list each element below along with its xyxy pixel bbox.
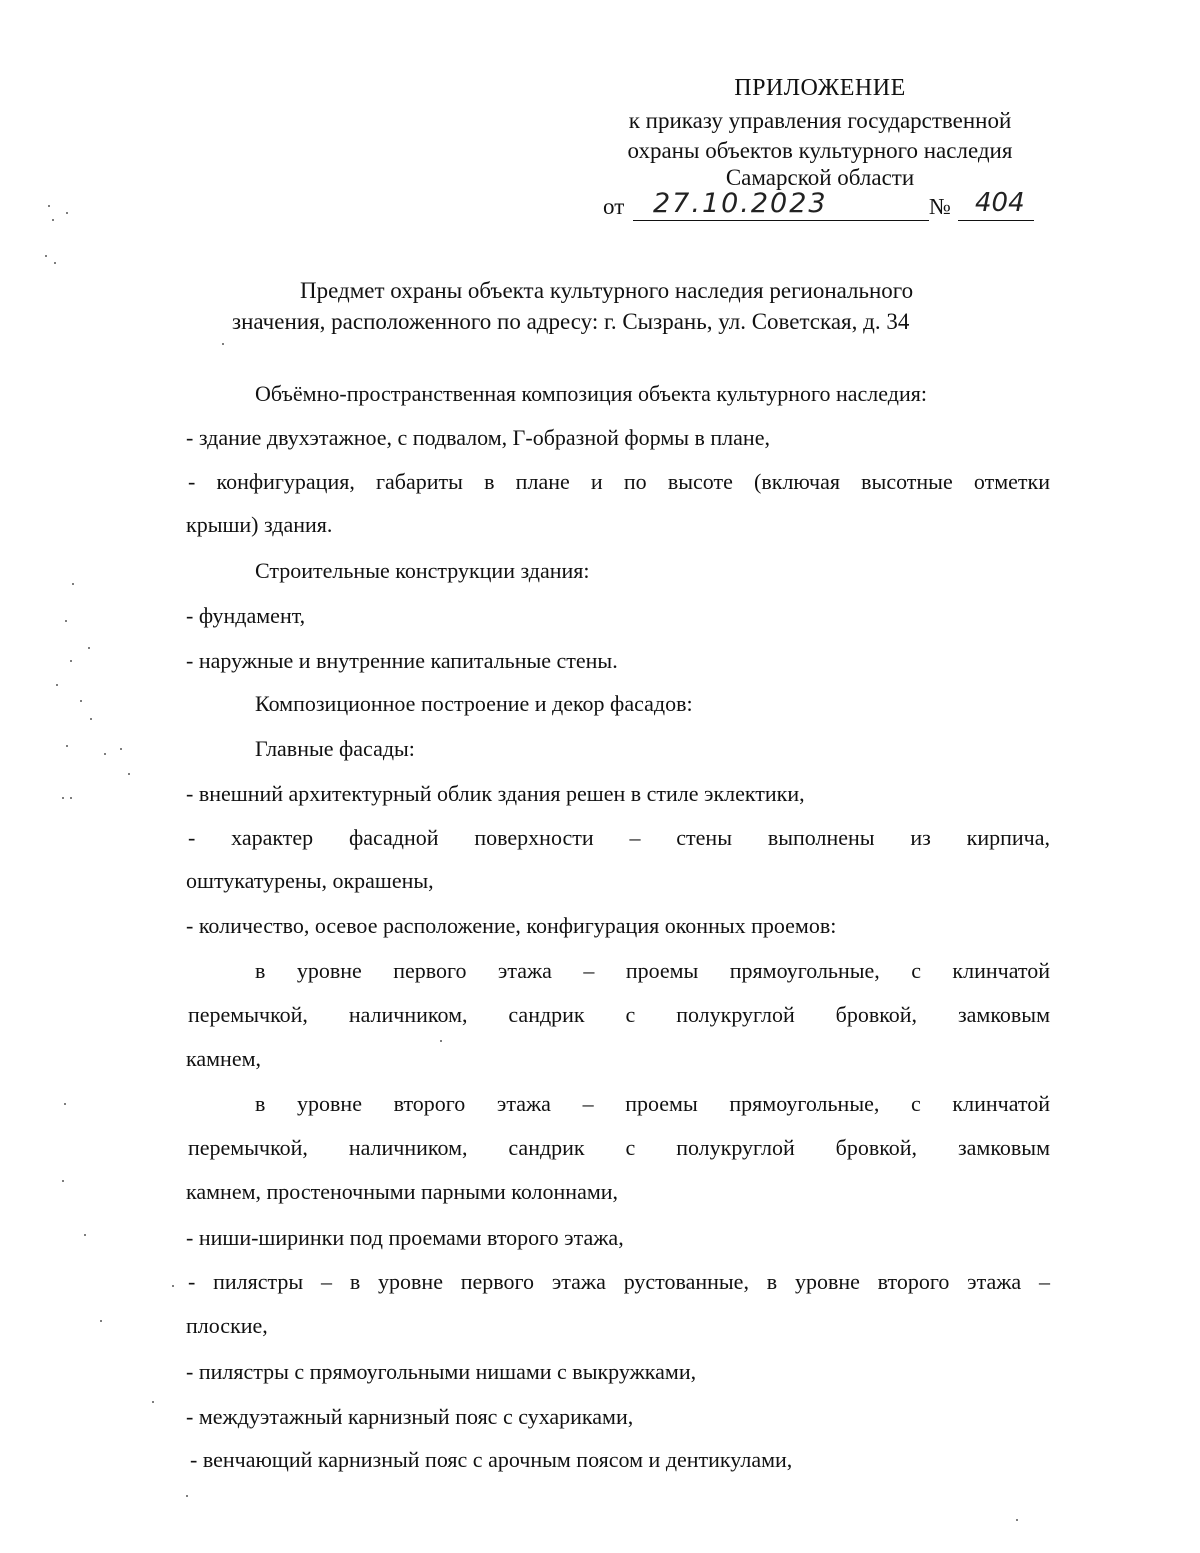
- list-item-continuation: камнем,: [186, 1046, 262, 1071]
- scan-speck: [70, 797, 72, 799]
- date-underline: [633, 220, 929, 221]
- section-heading-composition: Объёмно-пространственная композиция объекта культурного наследия:: [255, 381, 927, 406]
- list-item: - конфигурация, габариты в плане и по высоте (включая высотные отметки: [188, 469, 1050, 494]
- list-item-continuation: крыши) здания.: [186, 512, 333, 537]
- scan-speck: [100, 1320, 102, 1322]
- scan-speck: [54, 262, 56, 264]
- number-label: №: [929, 194, 951, 219]
- scan-speck: [45, 255, 47, 257]
- header-line-2: охраны объектов культурного наследия: [627, 138, 1013, 163]
- handwritten-date: 27.10.2023: [653, 188, 828, 219]
- list-item-continuation: камнем, простеночными парными колоннами,: [186, 1179, 619, 1204]
- scan-speck: [88, 647, 90, 649]
- list-item-continuation: плоские,: [186, 1313, 268, 1338]
- section-heading-structures: Строительные конструкции здания:: [255, 558, 590, 583]
- scan-speck: [64, 1103, 66, 1105]
- list-item-continuation: перемычкой, наличником, сандрик с полукруглой бровкой, замковым: [188, 1002, 1050, 1027]
- scan-speck: [80, 700, 82, 702]
- list-item-continuation: оштукатурены, окрашены,: [186, 868, 434, 893]
- list-item: - пилястры – в уровне первого этажа рустованные, в уровне второго этажа –: [188, 1269, 1050, 1294]
- scan-speck: [440, 1040, 442, 1042]
- scan-speck: [62, 797, 64, 799]
- subject-line-1: Предмет охраны объекта культурного наследия регионального: [300, 278, 914, 303]
- header-line-1: к приказу управления государственной: [628, 108, 1012, 133]
- scan-speck: [120, 748, 122, 750]
- subsection-heading-main-facades: Главные фасады:: [255, 736, 415, 761]
- scan-speck: [65, 620, 67, 622]
- list-item: - наружные и внутренние капитальные стены.: [186, 648, 618, 673]
- appendix-title: ПРИЛОЖЕНИЕ: [734, 75, 906, 101]
- list-item: в уровне первого этажа – проемы прямоугольные, с клинчатой: [255, 958, 1050, 983]
- handwritten-number: 404: [975, 188, 1025, 218]
- list-item: - внешний архитектурный облик здания решен в стиле эклектики,: [186, 781, 805, 806]
- scan-speck: [66, 212, 68, 214]
- scan-speck: [152, 1401, 154, 1403]
- scan-speck: [186, 1495, 188, 1497]
- scan-speck: [62, 1180, 64, 1182]
- number-underline: [958, 220, 1034, 221]
- scan-speck: [56, 684, 58, 686]
- list-item: - венчающий карнизный пояс с арочным поясом и дентикулами,: [190, 1447, 793, 1472]
- scan-speck: [104, 753, 106, 755]
- date-prefix: от: [603, 194, 625, 219]
- subject-line-2: значения, расположенного по адресу: г. Сызрань, ул. Советская, д. 34: [232, 309, 910, 334]
- list-item-continuation: перемычкой, наличником, сандрик с полукруглой бровкой, замковым: [188, 1135, 1050, 1160]
- scan-speck: [90, 718, 92, 720]
- scan-speck: [84, 1234, 86, 1236]
- scan-speck: [52, 219, 54, 221]
- list-item: - здание двухэтажное, с подвалом, Г-образной формы в плане,: [186, 425, 770, 450]
- scan-speck: [222, 343, 224, 345]
- scan-speck: [48, 205, 50, 207]
- order-date-row: [603, 190, 1043, 224]
- list-item: - фундамент,: [186, 603, 306, 628]
- list-item: - пилястры с прямоугольными нишами с выкружками,: [186, 1359, 697, 1384]
- scan-speck: [128, 773, 130, 775]
- scan-speck: [70, 660, 72, 662]
- scan-speck: [1016, 1519, 1018, 1521]
- list-item: - количество, осевое расположение, конфигурация оконных проемов:: [186, 913, 837, 938]
- list-item: - характер фасадной поверхности – стены выполнены из кирпича,: [188, 825, 1050, 850]
- scan-speck: [66, 745, 68, 747]
- list-item: в уровне второго этажа – проемы прямоугольные, с клинчатой: [255, 1091, 1050, 1116]
- scan-speck: [72, 583, 74, 585]
- list-item: - междуэтажный карнизный пояс с сухариками,: [186, 1404, 634, 1429]
- header-line-3: Самарской области: [725, 165, 915, 190]
- list-item: - ниши-ширинки под проемами второго этажа,: [186, 1225, 624, 1250]
- scan-speck: [172, 1285, 174, 1287]
- section-heading-facades: Композиционное построение и декор фасадов:: [255, 691, 693, 716]
